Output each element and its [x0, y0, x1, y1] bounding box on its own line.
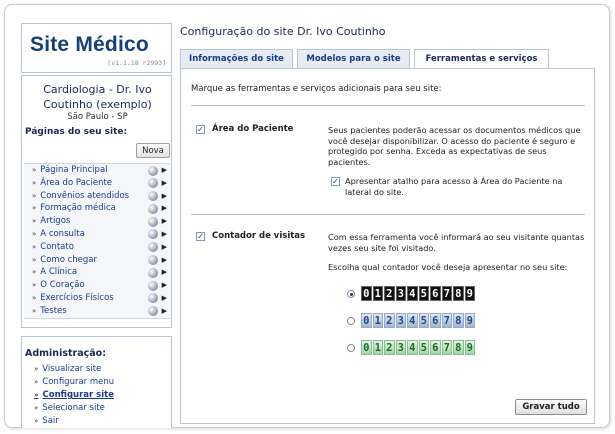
- counter-digit: 6: [430, 313, 441, 328]
- patient-shortcut-label: Apresentar atalho para acesso à Área do Paciente na lateral do site.: [345, 176, 563, 197]
- site-city: São Paulo - SP: [67, 112, 128, 122]
- page-list-item-label: Exercícios Físicos: [40, 292, 114, 303]
- admin-link-label: Configurar site: [42, 390, 114, 400]
- counter-digit: 6: [430, 340, 441, 355]
- triangle-right-icon[interactable]: ▶: [161, 293, 167, 302]
- counter-digit: 9: [465, 313, 476, 328]
- page-title: Configuração do site Dr. Ivo Coutinho: [180, 25, 386, 38]
- globe-icon[interactable]: [148, 293, 158, 303]
- counter-digit: 3: [396, 340, 407, 355]
- page-list-item[interactable]: [24, 292, 170, 305]
- bullet-icon: »: [34, 378, 39, 386]
- admin-link-label: Configurar menu: [42, 377, 115, 387]
- visit-counter-description: Com essa ferramenta você informará ao seu visitante quantas vezes seu site foi visitado.: [328, 232, 585, 253]
- globe-icon[interactable]: [148, 281, 158, 291]
- triangle-right-icon[interactable]: ▶: [161, 242, 167, 251]
- counter-digit: 8: [453, 340, 464, 355]
- admin-panel: [21, 336, 172, 428]
- page-list-item-label: Página Principal: [40, 165, 108, 175]
- counter-preview-green: [361, 340, 475, 355]
- tab-site-info[interactable]: Informações do site: [180, 49, 293, 69]
- triangle-right-icon[interactable]: ▶: [161, 217, 167, 226]
- counter-digit: 3: [396, 313, 407, 328]
- page-list-item-label: O Coração: [40, 280, 85, 291]
- site-panel: [21, 75, 172, 328]
- triangle-right-icon[interactable]: ▶: [161, 166, 167, 174]
- intro-text: Marque as ferramentas e serviços adicionais para seu site:: [191, 84, 442, 94]
- counter-digit: 1: [373, 313, 384, 328]
- admin-link[interactable]: [34, 402, 114, 415]
- page-list-item-label: A Clínica: [40, 267, 78, 278]
- counter-digit: 9: [465, 340, 476, 355]
- bullet-icon: »: [32, 166, 37, 174]
- counter-digit: 3: [396, 286, 407, 301]
- page-list-item-label: Convênios atendidos: [40, 190, 130, 201]
- page-list-item-label: A consulta: [40, 228, 85, 239]
- triangle-right-icon[interactable]: ▶: [161, 306, 167, 315]
- counter-preview-blue: [361, 313, 475, 328]
- counter-digit: 5: [419, 286, 430, 301]
- counter-style-black-radio[interactable]: [347, 290, 355, 298]
- triangle-right-icon[interactable]: ▶: [161, 204, 167, 213]
- page-list-item[interactable]: [24, 305, 170, 318]
- logo-title: Site Médico: [30, 33, 149, 56]
- page-list-item[interactable]: [24, 177, 170, 190]
- globe-icon[interactable]: [148, 255, 158, 265]
- counter-digit: 6: [430, 286, 441, 301]
- bullet-icon: »: [34, 417, 39, 425]
- triangle-right-icon[interactable]: ▶: [161, 268, 167, 277]
- triangle-right-icon[interactable]: ▶: [161, 281, 167, 290]
- bullet-icon: »: [32, 293, 37, 302]
- admin-link[interactable]: [34, 389, 114, 402]
- globe-icon[interactable]: [148, 204, 158, 214]
- admin-link[interactable]: [34, 415, 114, 428]
- page-list-item[interactable]: [24, 228, 170, 241]
- page-list-item[interactable]: [24, 190, 170, 203]
- counter-preview-black: [361, 286, 475, 301]
- counter-digit: 4: [407, 313, 418, 328]
- globe-icon[interactable]: [148, 306, 158, 316]
- triangle-right-icon[interactable]: ▶: [161, 229, 167, 238]
- bullet-icon: »: [34, 404, 39, 412]
- admin-list: [34, 363, 114, 428]
- page-list-item[interactable]: [24, 202, 170, 215]
- page-list-item-label: Como chegar: [40, 254, 98, 265]
- divider: [191, 105, 585, 106]
- patient-area-checkbox[interactable]: ✓: [197, 125, 204, 134]
- page-list-item-label: Formação médica: [40, 203, 116, 214]
- globe-icon[interactable]: [148, 178, 158, 188]
- bullet-icon: »: [32, 268, 37, 277]
- bullet-icon: »: [32, 204, 37, 213]
- counter-digit: 8: [453, 286, 464, 301]
- counter-style-blue-radio[interactable]: [347, 317, 355, 325]
- version-label: [v1.1.18 r2993]: [107, 59, 166, 67]
- page-list-item[interactable]: [24, 164, 170, 177]
- page-list-item[interactable]: [24, 279, 170, 292]
- counter-digit: 2: [384, 313, 395, 328]
- divider: [191, 214, 585, 215]
- admin-link-label: Visualizar site: [42, 364, 102, 374]
- counter-choose-label: Escolha qual contador você deseja apresentar no seu site:: [328, 262, 568, 272]
- globe-icon[interactable]: [148, 268, 158, 278]
- counter-digit: 8: [453, 313, 464, 328]
- bullet-icon: »: [32, 178, 37, 187]
- counter-digit: 5: [419, 313, 430, 328]
- bullet-icon: »: [34, 365, 39, 373]
- counter-digit: 2: [384, 286, 395, 301]
- site-name: Cardiologia - Dr. Ivo Coutinho (exemplo): [43, 83, 152, 111]
- counter-digit: 0: [361, 313, 372, 328]
- new-page-button[interactable]: Nova: [136, 143, 170, 158]
- visit-counter-label: Contador de visitas: [212, 231, 306, 241]
- counter-digit: 1: [373, 340, 384, 355]
- bullet-icon: »: [34, 391, 39, 399]
- globe-icon[interactable]: [148, 217, 158, 227]
- page-list-item-label: Artigos: [40, 216, 71, 227]
- page-list: [24, 163, 170, 319]
- bullet-icon: »: [32, 217, 37, 226]
- page-list-item[interactable]: [24, 215, 170, 228]
- bullet-icon: »: [32, 242, 37, 251]
- counter-digit: 7: [442, 340, 453, 355]
- page-list-item-label: Contato: [40, 241, 74, 252]
- tab-tools-services[interactable]: Ferramentas e serviços: [414, 49, 549, 70]
- triangle-right-icon[interactable]: ▶: [161, 255, 167, 264]
- bullet-icon: »: [32, 191, 37, 200]
- patient-area-description: Seus pacientes poderão acessar os documentos médicos que você desejar disponibilizar. O acesso do paciente é seguro e protegido por senha. Exceda as expectativas de seus pacientes.: [328, 125, 581, 167]
- counter-digit: 0: [361, 286, 372, 301]
- page-list-item[interactable]: [24, 241, 170, 254]
- counter-digit: 7: [442, 313, 453, 328]
- globe-icon[interactable]: [148, 229, 158, 239]
- counter-digit: 4: [407, 286, 418, 301]
- counter-digit: 9: [465, 286, 476, 301]
- globe-icon[interactable]: [148, 191, 158, 201]
- admin-heading: Administração:: [25, 348, 106, 359]
- admin-link-label: Sair: [42, 416, 59, 426]
- pages-heading: Páginas do seu site:: [25, 127, 128, 137]
- page-list-item-label: Testes: [40, 305, 67, 316]
- counter-digit: 4: [407, 340, 418, 355]
- patient-shortcut-checkbox[interactable]: ✓: [332, 177, 339, 186]
- triangle-right-icon[interactable]: ▶: [161, 178, 167, 187]
- counter-digit: 7: [442, 286, 453, 301]
- bullet-icon: »: [32, 306, 37, 315]
- bullet-icon: »: [32, 229, 37, 238]
- page-list-item-label: Área do Paciente: [40, 177, 113, 188]
- save-all-button[interactable]: Gravar tudo: [515, 399, 587, 415]
- tools-panel: [180, 68, 595, 424]
- admin-link[interactable]: [34, 363, 114, 376]
- globe-icon[interactable]: [148, 166, 158, 176]
- globe-icon[interactable]: [148, 242, 158, 252]
- bullet-icon: »: [32, 281, 37, 290]
- tab-site-models[interactable]: Modelos para o site: [297, 49, 410, 69]
- page-list-item[interactable]: [24, 254, 170, 267]
- counter-style-green-radio[interactable]: [347, 344, 355, 352]
- counter-digit: 0: [361, 340, 372, 355]
- logo-box: [21, 23, 172, 73]
- admin-link[interactable]: [34, 376, 114, 389]
- counter-digit: 2: [384, 340, 395, 355]
- page-list-item[interactable]: [24, 266, 170, 279]
- triangle-right-icon[interactable]: ▶: [161, 191, 167, 200]
- patient-area-label: Área do Paciente: [212, 124, 294, 134]
- counter-digit: 1: [373, 286, 384, 301]
- counter-digit: 5: [419, 340, 430, 355]
- bullet-icon: »: [32, 255, 37, 264]
- visit-counter-checkbox[interactable]: ✓: [197, 232, 204, 241]
- admin-link-label: Selecionar site: [42, 403, 105, 413]
